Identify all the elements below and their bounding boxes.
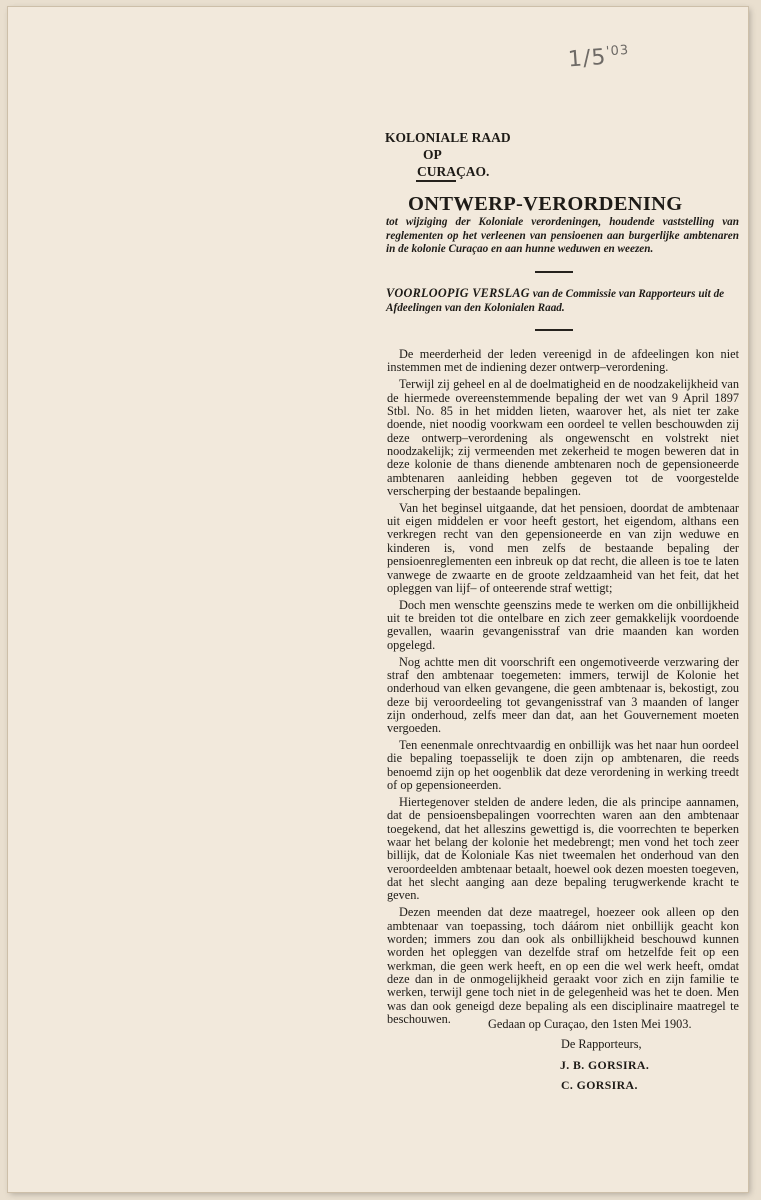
closing-date: Gedaan op Curaçao, den 1sten Mei 1903. — [488, 1017, 692, 1031]
header-line-1: KOLONIALE RAAD — [385, 130, 511, 145]
paragraph: Hiertegenover stelden de andere leden, die als principe aannamen, dat de pensioensbepalingen voorrechten waren aan den ambtenaar toegekend, dat het alleszins gewettigd is, die voorrechten te beperken waar het belang der kolonie het medebrengt; men vond het toch zeer billijk, dat de Koloniale Kas niet tweemalen het onderhoud van den veroordeelden ambtenaar betaalt, hoewel ook dezen moesten toegeven, dat het slecht aanging aan deze bepaling terugwerkende kracht te geven. — [387, 795, 739, 903]
council-header — [385, 129, 511, 180]
signatory-1: J. B. GORSIRA. — [560, 1058, 650, 1072]
paragraph: Dezen meenden dat deze maatregel, hoezeer ook alleen op den ambtenaar van toepassing, toch dáárom niet onbillijk geacht kon worden; immers zou dan ook als onbillijkheid beschouwd kunnen worden het opleggen van dezelfde straf om hetzelfde feit op een werkman, die geen werk heeft, en op een die wel werk heeft, omdat deze dan in de onmogelijkheid geraakt voor zich en zijn familie te werken, terwijl gene toch niet in de gelegenheid was het te doen. Men was dan ook geneigd deze bepaling als een disciplinaire maatregel te beschouwen. — [387, 905, 739, 1026]
report-body — [387, 348, 739, 1030]
paragraph: Doch men wenschte geenszins mede te werken om die onbillijkheid uit te breiden tot die ontelbare en zich zeer gemakkelijk voordoende gevallen, waarin gevangenisstraf van drie maanden kan worden opgelegd. — [387, 597, 739, 652]
report-heading-rest: van de Commissie van Rapporteurs uit de Afdeelingen van den Kolonialen Raad. — [386, 288, 725, 314]
handwritten-note — [567, 43, 630, 73]
document-sheet — [8, 7, 748, 1192]
report-heading — [386, 286, 739, 315]
handwritten-note-year: '03 — [605, 42, 630, 60]
header-divider — [416, 180, 456, 182]
paragraph: Nog achtte men dit voorschrift een ongemotiveerde verzwaring der straf den ambtenaar toegemeten: immers, terwijl de Kolonie het onderhoud van elken gevangene, die geen ambtenaar is, bekostigt, zou deze bij veroordeeling tot gevangenisstraf van 3 maanden of langer zijn onderhoud, zelfs meer dan dat, aan het Gouvernement moeten vergoeden. — [387, 654, 739, 736]
header-line-2: OP — [423, 147, 442, 162]
paragraph: De meerderheid der leden vereenigd in de afdeelingen kon niet instemmen met de indiening dezer ontwerp–verordening. — [387, 347, 739, 375]
header-line-3: CURAÇAO. — [417, 164, 490, 179]
paragraph: Ten eenenmale onrechtvaardig en onbillijk was het naar hun oordeel die bepaling toepasselijk te doen zijn op ambtenaren, die reeds benoemd zijn op het oogenblik dat deze verordening in werking treedt of op gepensioneerden. — [387, 738, 739, 793]
document-subtitle — [386, 216, 739, 257]
paragraph: Van het beginsel uitgaande, dat het pensioen, doordat de ambtenaar uit eigen middelen er voor heeft gestort, het eigendom, althans een verkregen recht van den gepensioneerde en van zijn weduwe en kinderen is, vond men zelfs de bestaande bepaling der pensioenreglementen een inbreuk op dat recht, die alleen is toe te laten vanwege de zwaarte en de groote zeldzaamheid van het feit, dat het opleggen van lijf– of onteerende straf wettigt; — [387, 500, 739, 595]
paragraph: Terwijl zij geheel en al de doelmatigheid en de noodzakelijkheid van de hiermede overeenstemmende bepaling der wet van 9 April 1897 Stbl. No. 85 in het midden lieten, waarover het, als niet ter zake doende, niet noodig voorkwam een oordeel te vellen beschouwden zij deze ontwerp–verordening als ongewenscht en volstrekt niet noodzakelijk; zij vermeenden met zekerheid te mogen beweren dat in deze kolonie de thans dienende ambtenaren noch de gepensioneerde ambtenaren aanleiding hebben gegeven tot de voorgestelde verscherping der bestaande bepalingen. — [387, 377, 739, 498]
handwritten-note-main: 1/5 — [567, 44, 608, 73]
report-divider — [535, 329, 573, 331]
signatory-2: C. GORSIRA. — [561, 1078, 638, 1092]
subtitle-text: tot wijziging der Koloniale verordeningen, houdende vaststelling van reglementen op het verleenen van pensioenen aan burgerlijke ambtenaren in de kolonie Curaçao en aan hunne weduwen en weezen. — [386, 216, 739, 256]
document-title: ONTWERP-VERORDENING — [408, 193, 683, 215]
rapporteurs-label: De Rapporteurs, — [561, 1037, 642, 1051]
report-heading-lead: VOORLOOPIG VERSLAG — [386, 286, 530, 300]
title-divider — [535, 271, 573, 273]
